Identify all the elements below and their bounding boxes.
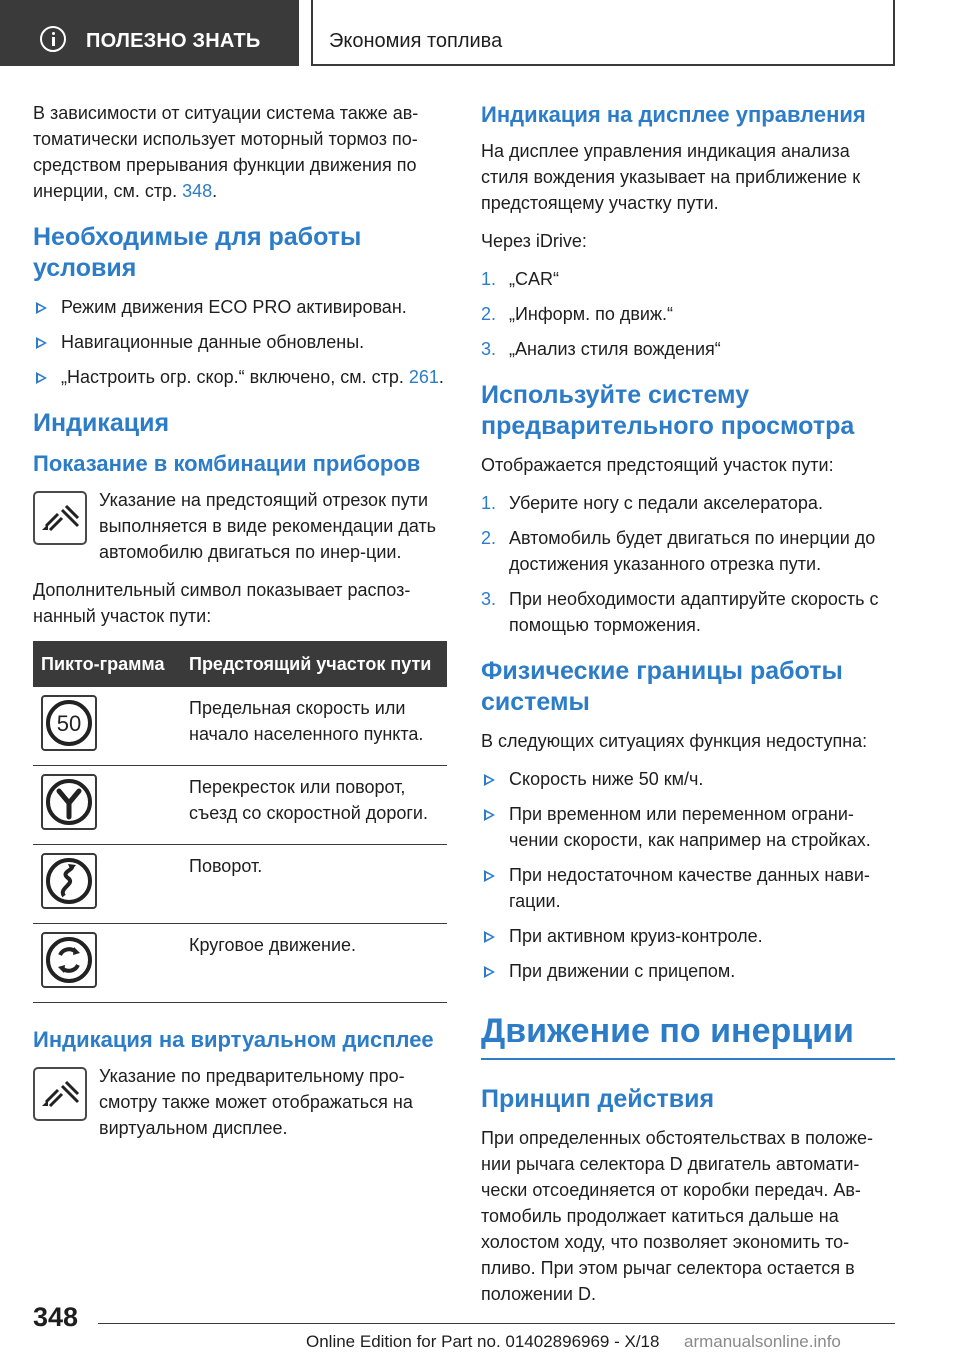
step-number: 3. — [481, 589, 497, 609]
extra-symbol-text: Дополнительный символ показывает распоз-нанный участок пути: — [33, 580, 411, 626]
list-item — [33, 294, 447, 320]
principle-text: При определенных обстоятельствах в положе-нии рычага селектора D двигатель автомати-чески отсоединяется от коробки передач. Ав-томобиль продолжает катиться дальше на холостом ходу, что позволяет экономить то-пливо. При этом рычаг селектора остается в положении D. — [481, 1128, 873, 1304]
list-item — [33, 329, 447, 355]
coasting-indicator-icon — [33, 1067, 87, 1121]
step-text: „Информ. по движ.“ — [509, 304, 673, 324]
speed-limit-50-icon — [41, 695, 97, 751]
curve-icon — [41, 853, 97, 909]
list-item — [481, 862, 895, 914]
list-item-text: Режим движения ECO PRO активирован. — [61, 297, 407, 317]
speed-limit-value: 50 — [56, 711, 82, 736]
list-item-text: Навигационные данные обновлены. — [61, 332, 365, 352]
section-tab-label: ПОЛЕЗНО ЗНАТЬ — [86, 30, 261, 52]
watermark-text: armanualsonline.info — [684, 1332, 841, 1351]
triangle-bullet-icon — [36, 372, 47, 384]
junction-icon — [41, 774, 97, 830]
indication-heading: Индикация — [33, 409, 170, 437]
list-item — [481, 923, 895, 949]
step-text: „Анализ стиля вождения“ — [509, 339, 721, 359]
pictogram-table — [33, 641, 447, 1003]
page-link[interactable]: 261 — [408, 367, 439, 387]
idrive-steps — [481, 266, 895, 362]
table-row — [33, 924, 447, 1003]
control-display-text: На дисплее управления индикация анализа стиля вождения указывает на приближение к предстоящему участку пути. — [481, 141, 861, 213]
page-number: 348 — [33, 1302, 79, 1332]
page-link[interactable]: 348 — [182, 181, 213, 201]
virtual-display-text: Указание по предварительному про-смотру также может отображаться на виртуальном дисплее. — [99, 1066, 413, 1138]
step-text: Автомобиль будет двигаться по инерции до достижения указанного отрезка пути. — [509, 528, 876, 574]
list-item-text: При временном или переменном ограни-чении скорости, как например на стройках. — [509, 804, 871, 850]
preview-text: Отображается предстоящий участок пути: — [481, 455, 834, 475]
table-cell-text: Перекресток или поворот, съезд со скоростной дороги. — [181, 766, 447, 845]
list-item — [481, 490, 895, 516]
coasting-indicator-icon — [33, 491, 87, 545]
step-text: „CAR“ — [509, 269, 559, 289]
triangle-bullet-icon — [484, 774, 495, 786]
edition-text: Online Edition for Part no. 01402896969 - X/18 — [306, 1332, 660, 1351]
table-row — [33, 845, 447, 924]
chapter-title: Экономия топлива — [329, 30, 503, 52]
list-item-text: „Настроить огр. скор.“ включено, см. стр. — [61, 367, 409, 387]
step-number: 1. — [481, 493, 497, 513]
section-tab — [0, 0, 299, 66]
right-column — [481, 100, 895, 1319]
table-cell-text: Круговое движение. — [181, 924, 447, 1003]
step-number: 3. — [481, 339, 497, 359]
cluster-text: Указание на предстоящий отрезок пути выполняется в виде рекомендации дать автомобилю двигаться по инер-ции. — [99, 490, 437, 562]
triangle-bullet-icon — [36, 302, 47, 314]
virtual-display-paragraph — [33, 1063, 447, 1141]
conditions-list — [33, 294, 447, 390]
roundabout-icon — [41, 932, 97, 988]
preview-heading: Используйте систему предварительного просмотра — [481, 381, 855, 440]
table-header-row — [33, 641, 447, 687]
list-item — [481, 801, 895, 853]
intro-tail: . — [212, 181, 218, 201]
coasting-heading: Движение по инерции — [481, 1010, 895, 1060]
list-item-text: При активном круиз-контроле. — [509, 926, 763, 946]
table-cell-text: Поворот. — [181, 845, 447, 924]
table-header-section: Предстоящий участок пути — [181, 641, 447, 687]
table-row — [33, 766, 447, 845]
step-number: 2. — [481, 528, 497, 548]
list-item-tail: . — [438, 367, 444, 387]
virtual-display-heading: Индикация на виртуальном дисплее — [33, 1027, 434, 1052]
triangle-bullet-icon — [484, 966, 495, 978]
step-text: При необходимости адаптируйте скорость с помощью торможения. — [509, 589, 879, 635]
cluster-heading: Показание в комбинации приборов — [33, 451, 421, 476]
intro-paragraph — [33, 100, 447, 204]
step-text: Уберите ногу с педали акселератора. — [509, 493, 823, 513]
chapter-title-box — [311, 0, 895, 66]
preview-steps — [481, 490, 895, 638]
intro-text: В зависимости от ситуации система также ав-томатически использует моторный тормоз по-средством прерывания функции движения по инерции, см. стр. — [33, 103, 419, 201]
principle-heading: Принцип действия — [481, 1085, 715, 1113]
triangle-bullet-icon — [484, 931, 495, 943]
triangle-bullet-icon — [484, 870, 495, 882]
page-header — [0, 0, 960, 66]
step-number: 2. — [481, 304, 497, 324]
table-cell-text: Предельная скорость или начало населенного пункта. — [181, 687, 447, 766]
triangle-bullet-icon — [484, 809, 495, 821]
list-item-text: При недостаточном качестве данных нави-гации. — [509, 865, 870, 911]
table-header-pictogram: Пикто-грамма — [33, 641, 181, 687]
info-icon — [40, 26, 66, 52]
system-limits-heading: Физические границы работы системы — [481, 657, 843, 716]
system-limits-text: В следующих ситуациях функция недоступна: — [481, 731, 868, 751]
table-row — [33, 687, 447, 766]
cluster-paragraph — [33, 487, 447, 565]
list-item-text: При движении с прицепом. — [509, 961, 736, 981]
list-item — [481, 958, 895, 984]
conditions-heading: Необходимые для работы условия — [33, 223, 362, 282]
page-footer — [0, 1296, 960, 1362]
list-item — [481, 766, 895, 792]
list-item — [481, 586, 895, 638]
step-number: 1. — [481, 269, 497, 289]
list-item — [481, 525, 895, 577]
list-item-text: Скорость ниже 50 км/ч. — [509, 769, 704, 789]
list-item — [33, 364, 447, 390]
list-item — [481, 336, 895, 362]
list-item — [481, 266, 895, 292]
footer-divider — [98, 1323, 895, 1324]
list-item — [481, 301, 895, 327]
system-limits-list — [481, 766, 895, 984]
idrive-text: Через iDrive: — [481, 231, 587, 251]
triangle-bullet-icon — [36, 337, 47, 349]
control-display-heading: Индикация на дисплее управления — [481, 102, 866, 127]
left-column — [33, 100, 447, 1153]
